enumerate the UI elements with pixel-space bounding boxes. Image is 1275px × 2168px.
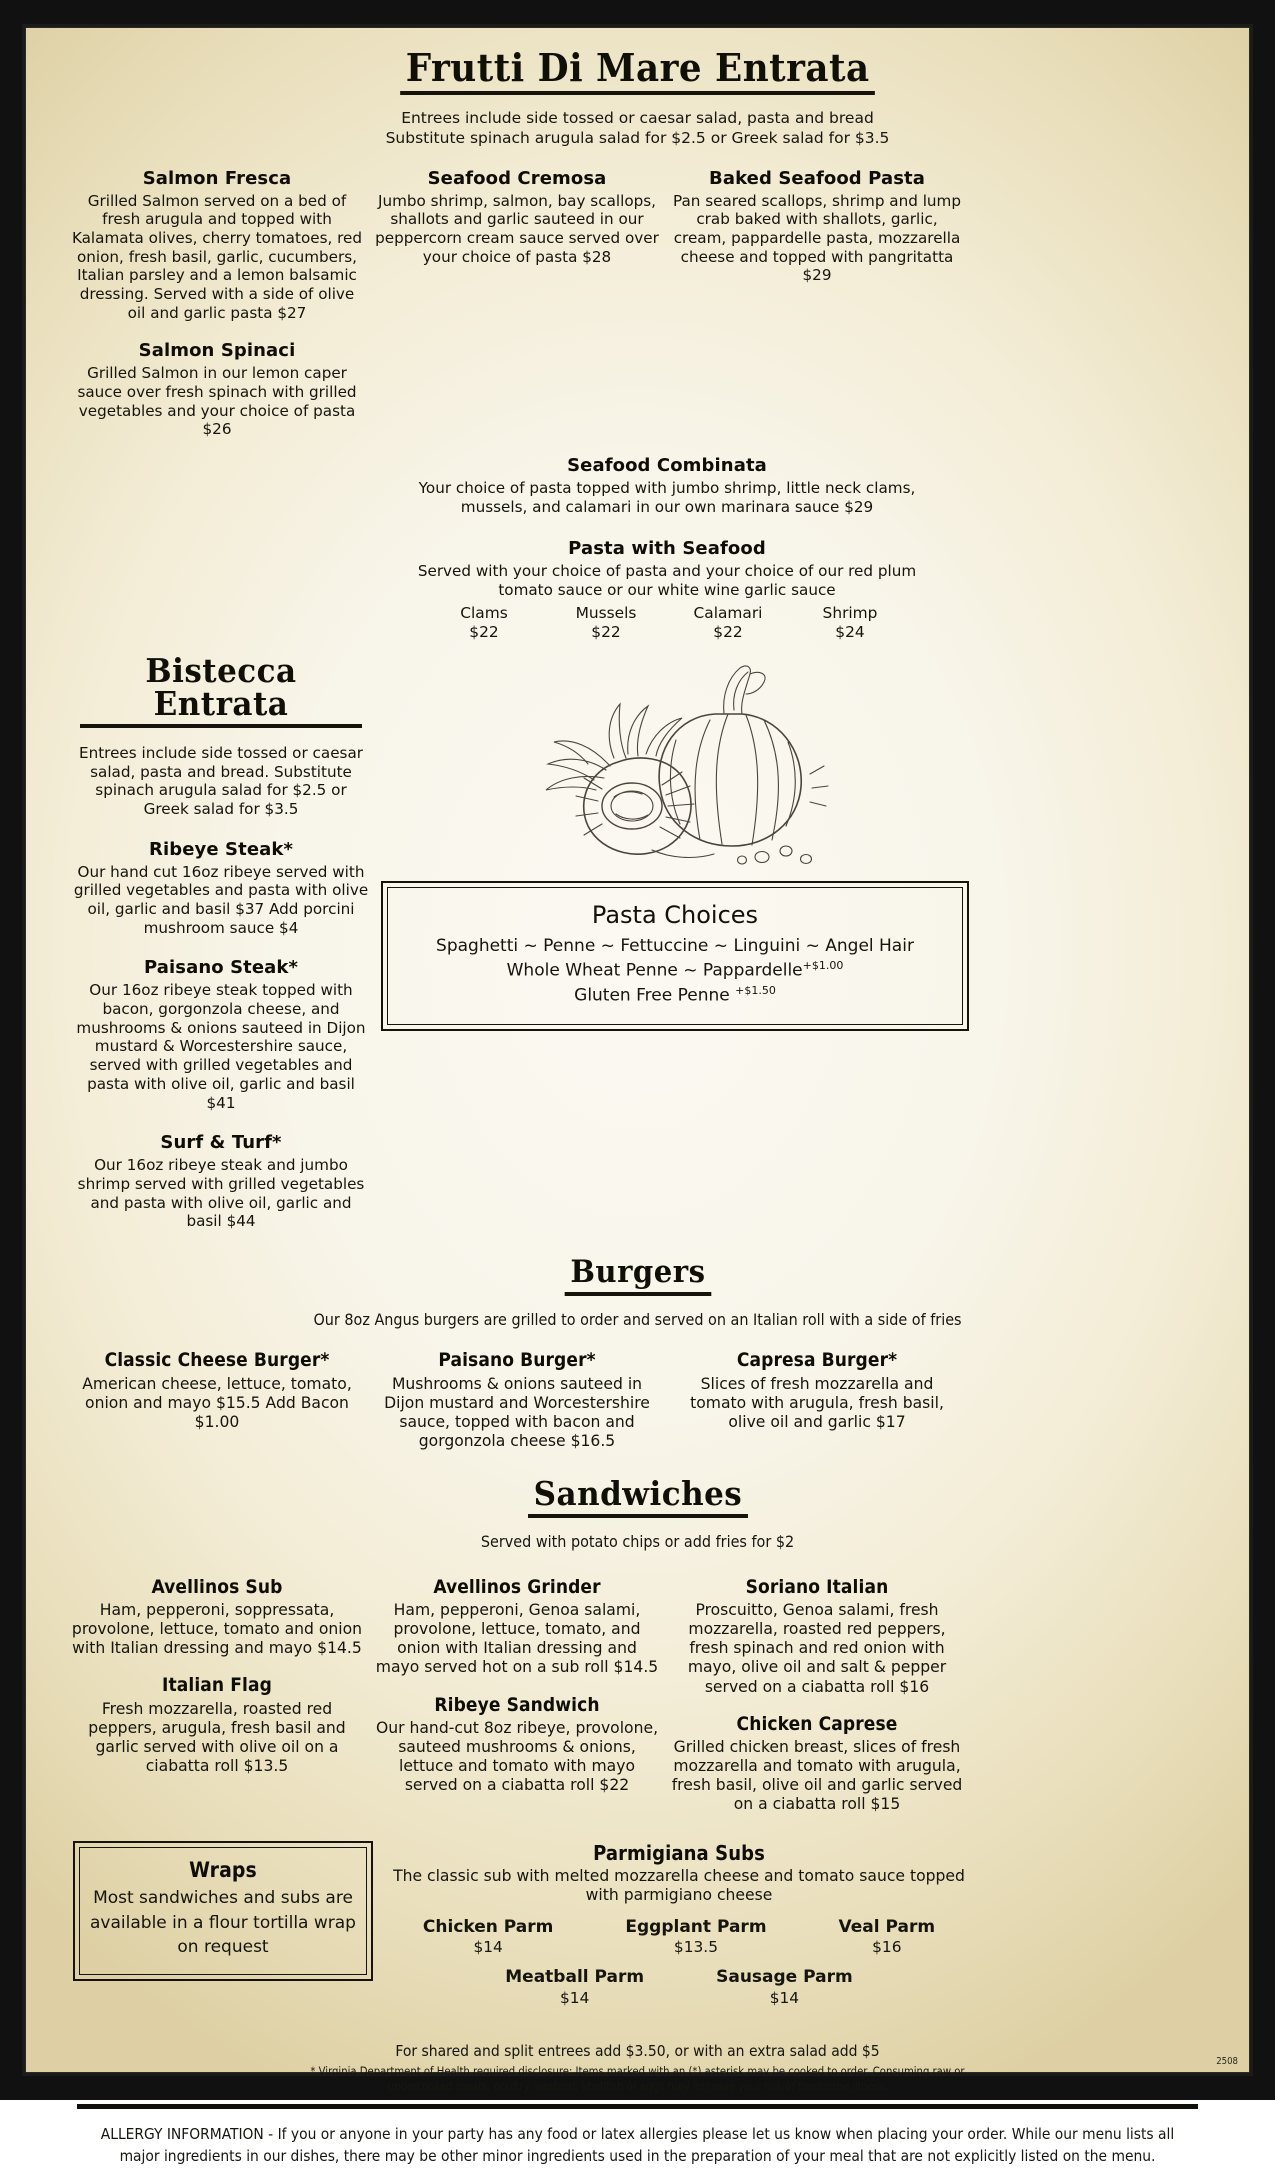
price-value: $13.5 [673,1938,718,1957]
item-description: Our hand cut 16oz ribeye served with grilled vegetables and pasta with olive oil, garlic and basil $37 Add porcini mushroom sauce $4 [73,862,369,937]
menu-item [373,168,661,267]
frutti-column-right [667,155,967,285]
burgers-column-1 [67,1336,367,1432]
frutti-note-2: Substitute spinach arugula salad for $2.5 or Greek salad for $3.5 [385,128,890,147]
menu-item [367,538,967,642]
item-description: Fresh mozzarella, roasted red peppers, arugula, fresh basil and garlic served with olive oil on a ciabatta roll $13.5 [88,1699,346,1776]
burgers-section [67,1253,1208,1451]
menu-item [71,1349,363,1432]
price-cell [716,1967,853,2007]
wraps-text: Most sandwiches and subs are available in a flour tortilla wrap on request [90,1888,356,1958]
footer-divider [77,2104,1198,2109]
section-title-frutti: Frutti Di Mare Entrata [67,49,1208,95]
burgers-note: Our 8oz Angus burgers are grilled to order and served on an Italian roll with a side of fries [313,1309,962,1329]
price-cell [505,1967,644,2007]
price-value: $22 [591,622,621,641]
price-label: Veal Parm [838,1917,936,1938]
sandwiches-column-1 [67,1563,367,1777]
price-value: $14 [769,1988,800,2007]
item-name: Ribeye Sandwich [434,1693,600,1716]
price-value: $22 [469,622,499,641]
price-cell [445,604,523,642]
item-description: Served with your choice of pasta and your choice of our red plum tomato sauce or our white wine garlic sauce [417,562,917,600]
menu-item [373,1576,661,1678]
pasta-choices-box-inner [387,887,963,1025]
menu-item [71,1674,363,1776]
pasta-choices-line-3 [400,983,950,1008]
frutti-items [67,155,1208,642]
parmigiana-price-row-1 [379,1917,979,1957]
wraps-title: Wraps [189,1857,257,1882]
wraps-parmigiana-row [67,1841,1208,2008]
menu-item [71,340,363,439]
frutti-column-middle [367,155,667,267]
item-description: American cheese, lettuce, tomato, onion and mayo $15.5 Add Bacon $1.00 [82,1374,352,1431]
menu-item [373,1694,661,1796]
pasta-choices-line-2 [400,958,950,983]
item-description: Our hand-cut 8oz ribeye, provolone, sauteed mushrooms & onions, lettuce and tomato with mayo served on a ciabatta roll $22 [375,1718,659,1795]
item-name: Salmon Fresca [142,167,292,189]
menu-item [71,1576,363,1659]
section-title-bistecca: Bistecca Entrata [71,654,371,728]
sandwiches-column-2 [367,1563,667,1796]
burgers-column-2 [367,1336,667,1451]
item-name: Baked Seafood Pasta [709,167,925,189]
item-name: Avellinos Grinder [433,1575,601,1598]
price-cell [423,1917,553,1957]
menu-item [671,1576,963,1697]
item-name: Seafood Combinata [567,455,767,477]
price-cell [689,604,767,642]
item-description: Our 16oz ribeye steak and jumbo shrimp served with grilled vegetables and pasta with olive oil, garlic and basil $44 [77,1156,365,1231]
price-value: $22 [713,622,743,641]
item-description: Grilled chicken breast, slices of fresh mozzarella and tomato with arugula, fresh basil, olive oil and garlic served on a ciabatta roll $15 [671,1737,963,1814]
pasta-choices-box [381,881,969,1031]
wraps-box [73,1841,373,1982]
menu-item [71,957,371,1112]
item-name: Paisano Burger* [438,1349,596,1372]
item-name: Italian Flag [162,1674,272,1697]
menu-item [671,1349,963,1432]
price-cell [567,604,645,642]
pasta-choices-line-2-text: Whole Wheat Penne ~ Pappardelle [506,961,803,982]
pasta-choices-line-1: Spaghetti ~ Penne ~ Fettuccine ~ Linguini ~ Angel Hair [436,936,914,957]
parmigiana-price-row-2 [379,1967,979,2007]
item-name: Chicken Caprese [736,1712,898,1735]
menu-item [71,1132,371,1231]
item-description: Ham, pepperoni, Genoa salami, provolone, lettuce, tomato, and onion with Italian dressing and mayo served hot on a sub roll $14.5 [375,1600,659,1677]
item-name: Salmon Spinaci [138,340,296,362]
price-label: Meatball Parm [505,1967,645,1988]
item-description: Jumbo shrimp, salmon, bay scallops, shallots and garlic sauteed in our peppercorn cream sauce served over your choice of pasta $28 [375,191,659,266]
item-name: Soriano Italian [745,1575,889,1598]
pasta-choices-title: Pasta Choices [591,900,759,929]
price-value: $14 [559,1988,590,2007]
parmigiana-column [379,1841,979,2008]
menu-item [71,839,371,938]
pasta-choices-line-2-surcharge: +$1.00 [802,959,844,973]
health-disclosure-line-1: * Virginia Department of Health required disclosure: Items marked with an (*) asterisk may be cooked to order. Consuming raw or [310,2064,965,2078]
item-description: Slices of fresh mozzarella and tomato with arugula, fresh basil, olive oil and garlic $17 [690,1374,944,1431]
item-description: Mushrooms & onions sauteed in Dijon mustard and Worcestershire sauce, topped with bacon and gorgonzola cheese $16.5 [384,1374,650,1451]
price-label: Sausage Parm [716,1967,853,1988]
sandwiches-note: Served with potato chips or add fries for $2 [480,1532,795,1552]
section-title-sandwiches: Sandwiches [67,1477,1208,1518]
burgers-column-3 [667,1336,967,1432]
price-value: $24 [835,622,865,641]
price-label: Shrimp [822,603,878,622]
item-name: Paisano Steak* [143,957,299,979]
menu-code: 2508 [1216,2056,1238,2067]
wraps-column [67,1841,379,1982]
frutti-column-left [67,155,367,439]
menu-item [71,168,363,323]
sandwiches-section [67,1474,1208,1814]
pasta-choices-line-3-text: Gluten Free Penne [574,985,730,1006]
item-name: Seafood Cremosa [427,167,607,189]
menu-sheet [25,27,1250,2166]
health-disclosure-line-2: undercooked meats, poultry, seafood, shellfish or eggs may increase your risk of foodborne illness. [387,2079,888,2093]
allergy-information: ALLERGY INFORMATION - If you or anyone in your party has any food or latex allergies please let us know when placing your order. While our menu lists all major ingredients in our dishes, there may be other minor ingredients used in the preparation of your meal that are not explicitly listed on the menu. [100,2124,1175,2166]
item-description: Proscuitto, Genoa salami, fresh mozzarella, roasted red peppers, fresh spinach and red onion with mayo, olive oil and salt & pepper served on a ciabatta roll $16 [687,1600,947,1696]
item-description: Pan seared scallops, shrimp and lump crab baked with shallots, garlic, cream, pappardelle pasta, mozzarella cheese and topped with pangritatta $29 [673,191,961,285]
menu-item [671,168,963,285]
price-label: Calamari [693,603,763,622]
bistecca-column [67,648,375,1231]
price-label: Clams [460,603,508,622]
price-value: $16 [872,1938,902,1957]
seafood-price-grid [367,604,967,642]
item-description: Grilled Salmon served on a bed of fresh arugula and topped with Kalamata olives, cherry tomatoes, red onion, fresh basil, garlic, cucumbers, Italian parsley and a lemon balsamic dressing. Served with a side of olive oil and garlic pasta $27 [71,191,363,322]
price-label: Chicken Parm [422,1917,554,1938]
pasta-choices-column [375,648,975,1031]
footer-section [67,2042,1208,2168]
price-label: Eggplant Parm [625,1917,767,1938]
item-name: Ribeye Steak* [149,838,293,860]
sandwiches-column-3 [667,1563,967,1815]
bistecca-note: Entrees include side tossed or caesar salad, pasta and bread. Substitute spinach arugula salad for $2.5 or Greek salad for $3.5 [78,743,364,819]
price-value: $14 [473,1938,503,1957]
menu-item [671,1713,963,1815]
item-name: Classic Cheese Burger* [104,1349,330,1372]
parmigiana-title: Parmigiana Subs [593,1840,765,1865]
item-description: Your choice of pasta topped with jumbo shrimp, little neck clams, mussels, and calamari in our own marinara sauce $29 [418,479,916,516]
shared-entree-note: For shared and split entrees add $3.50, or with an extra salad add $5 [395,2041,880,2060]
wraps-box-inner [79,1847,367,1976]
item-name: Capresa Burger* [736,1349,898,1372]
item-description: Grilled Salmon in our lemon caper sauce over fresh spinach with grilled vegetables and your choice of pasta $26 [77,364,357,439]
frutti-note-1: Entrees include side tossed or caesar salad, pasta and bread [401,109,874,127]
menu-frame [22,24,1253,2166]
garlic-bulbs-icon [375,648,975,869]
item-name: Avellinos Sub [151,1575,283,1598]
price-label: Mussels [575,603,637,622]
price-cell [811,604,889,642]
menu-item [373,1349,661,1451]
item-name: Surf & Turf* [160,1132,282,1154]
item-description: Our 16oz ribeye steak topped with bacon, gorgonzola cheese, and mushrooms & onions sauteed in Dijon mustard & Worcestershire sauce, served with grilled vegetables and pasta with olive oil, garlic and basil $41 [76,981,366,1112]
menu-item [367,455,967,516]
section-title-burgers: Burgers [67,1257,1208,1296]
item-description: Ham, pepperoni, soppressata, provolone, lettuce, tomato and onion with Italian dressing and mayo $14.5 [71,1600,363,1658]
price-cell [839,1917,936,1957]
pasta-choices-line-3-surcharge: +$1.50 [735,984,776,998]
price-cell [625,1917,766,1957]
item-name: Pasta with Seafood [568,538,766,560]
parmigiana-note: The classic sub with melted mozzarella cheese and tomato sauce topped with parmigiano cheese [393,1866,965,1905]
